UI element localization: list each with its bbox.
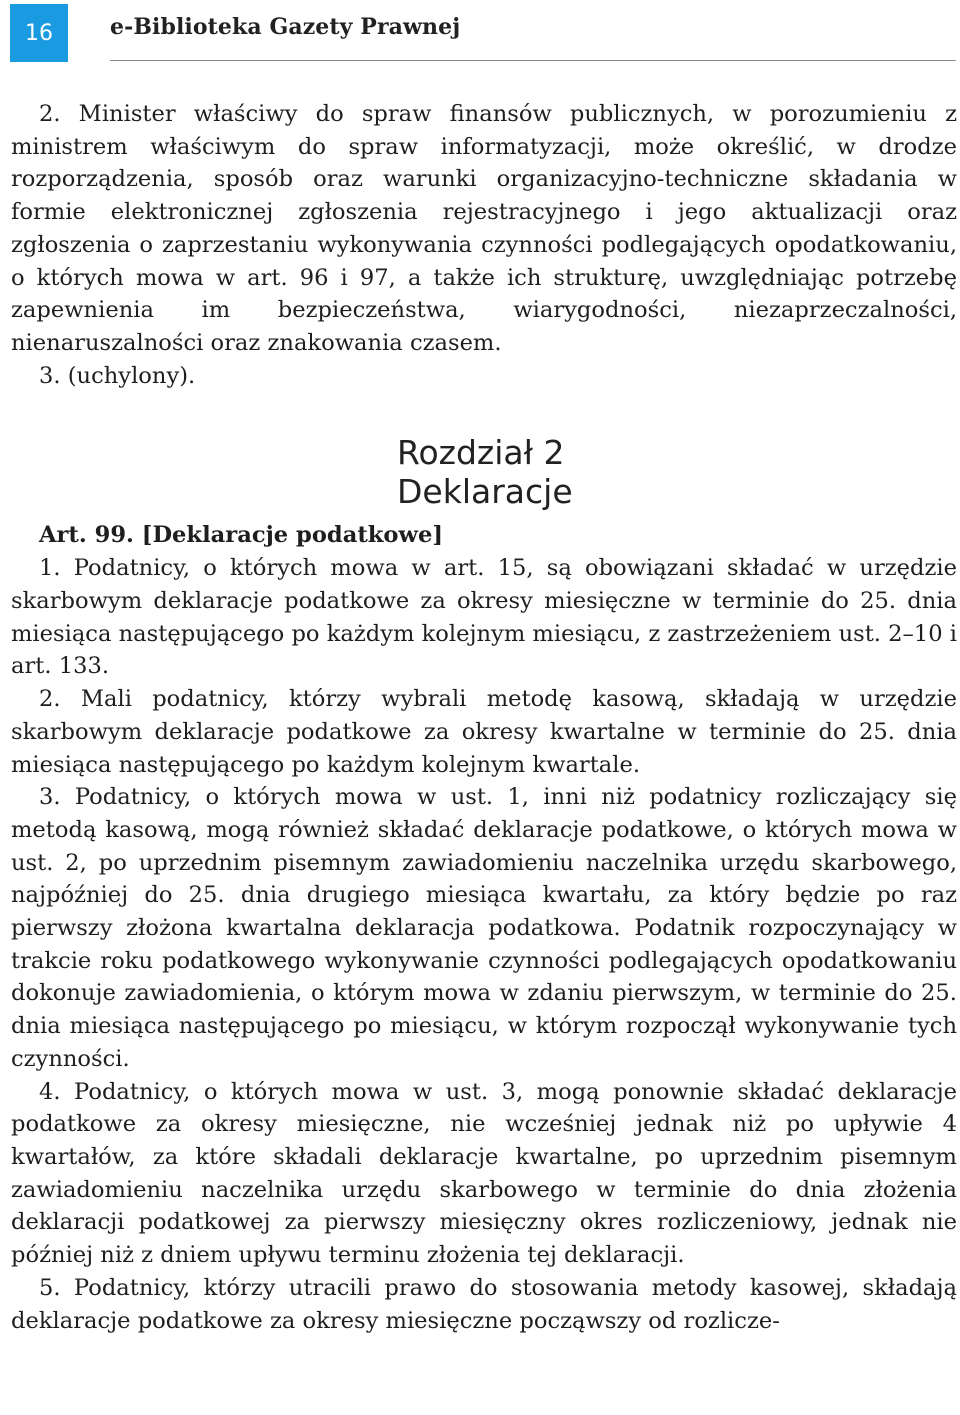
document-body: [11, 98, 957, 1337]
chapter-number: Rozdział 2: [397, 433, 565, 473]
article-paragraph-3: 3. Podatnicy, o których mowa w ust. 1, inni niż podatnicy rozliczający się metodą kasową, mogą również składać deklaracje podatkowe, o których mowa w ust. 2, po uprzednim pisemnym zawiadomieniu naczelnika urzędu skarbowego, najpóźniej do 25. dnia drugiego miesiąca kwartału, za który będzie po raz pierwszy złożona kwartalna deklaracja podatkowa. Podatnik rozpoczynający w trakcie roku podatkowego wykonywanie czynności podlegających opodatkowaniu dokonuje zawiadomienia, o którym mowa w zdaniu pierwszym, w terminie do 25. dnia miesiąca następującego po miesiącu, w którym rozpoczął wykonywanie tych czynności.: [11, 784, 957, 1072]
header-divider: [110, 60, 956, 61]
article-paragraph-5: 5. Podatnicy, którzy utracili prawo do stosowania metody kasowej, składają deklaracje podatkowe za okresy miesięczne począwszy od rozlicze-: [11, 1274, 957, 1334]
article-paragraph-4: 4. Podatnicy, o których mowa w ust. 3, mogą ponownie składać deklaracje podatkowe za okresy miesięczne, nie wcześniej jednak niż po upływie 4 kwartałów, za które składali deklaracje kwartalne, po uprzednim pisemnym zawiadomieniu naczelnika urzędu skarbowego w terminie do dnia złożenia deklaracji podatkowej za pierwszy miesięczny okres rozliczeniowy, jednak nie później niż z dniem upływu terminu złożenia tej deklaracji.: [11, 1078, 957, 1269]
article-paragraph-2: 2. Mali podatnicy, którzy wybrali metodę kasową, składają w urzędzie skarbowym deklaracje podatkowe za okresy kwartalne w terminie do 25. dnia miesiąca następującego po każdym kolejnym kwartale.: [11, 686, 957, 778]
article-paragraph-1: 1. Podatnicy, o których mowa w art. 15, są obowiązani składać w urzędzie skarbowym deklaracje podatkowe za okresy miesięczne w terminie do 25. dnia miesiąca następującego po każdym kolejnym miesiącu, z zastrzeżeniem ust. 2–10 i art. 133.: [11, 555, 957, 680]
paragraph-3: 3. (uchylony).: [39, 362, 196, 389]
article-heading: Art. 99. [Deklaracje podatkowe]: [39, 522, 444, 549]
page-number-badge: 16: [10, 4, 68, 62]
paragraph-2: 2. Minister właściwy do spraw finansów publicznych, w porozumieniu z ministrem właściwym do spraw informatyzacji, może określić, w drodze rozporządzenia, sposób oraz warunki organizacyjno-techniczne składania w formie elektronicznej zgłoszenia rejestracyjnego i jego aktualizacji oraz zgłoszenia o zaprzestaniu wykonywania czynności podlegających opodatkowaniu, o których mowa w art. 96 i 97, a także ich strukturę, uwzględniając potrzebę zapewnienia im bezpieczeństwa, wiarygodności, niezaprzeczalności, nienaruszalności oraz znakowania czasem.: [11, 101, 957, 356]
chapter-title: Deklaracje: [397, 472, 573, 512]
chapter-heading: [11, 433, 957, 511]
publication-title: e-Biblioteka Gazety Prawnej: [110, 14, 461, 40]
